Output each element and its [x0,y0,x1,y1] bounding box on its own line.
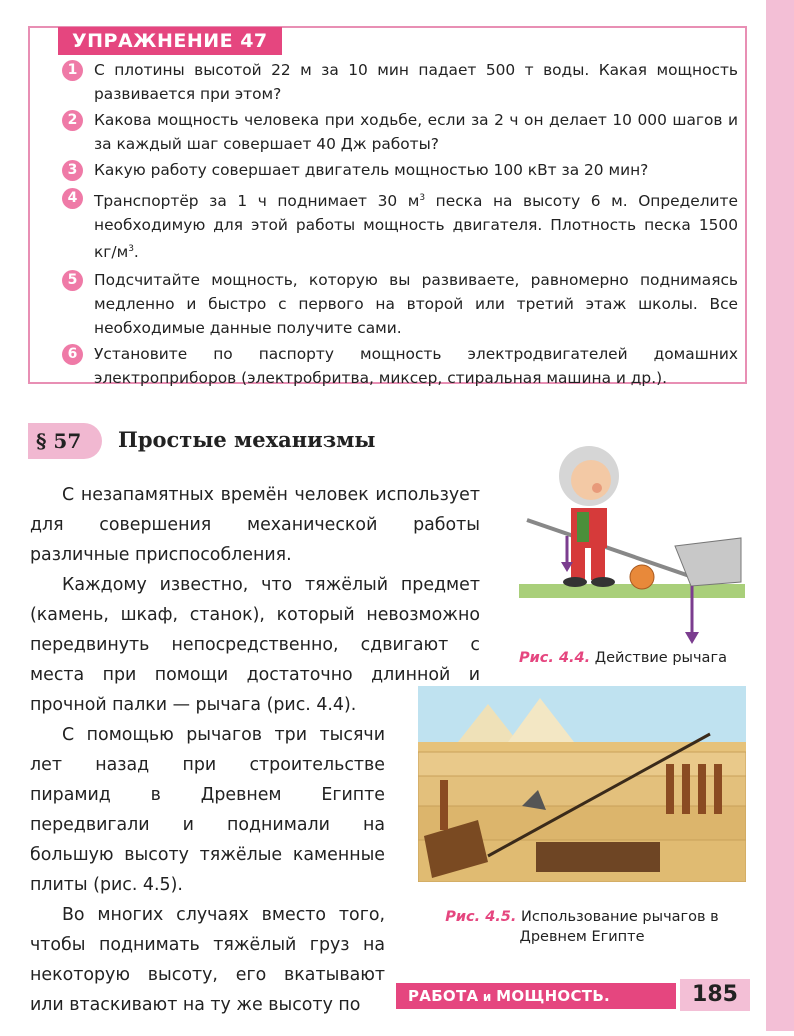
exercise-text: Установите по паспорту мощность электродвигателей домашних электроприборов (электробритва, миксер, стиральная машина и др.). [94,345,738,388]
exercise-number-badge: 1 [62,60,83,81]
exercise-number-badge: 2 [62,110,83,131]
exercise-item [62,268,738,340]
paragraph: Каждому известно, что тяжёлый предмет (камень, шкаф, станок), который невозможно передвинуть непосредственно, сдвигают с места при помощи достаточно длинной и прочной палки — рычага (рис. 4.4). [30,575,480,715]
paragraph: Во многих случаях вместо того, чтобы поднимать тяжёлый груз на некоторую высоту, его вкатывают или втаскивают на ту же высоту по [30,905,385,1015]
exercise-item [62,342,738,390]
character-nose [592,483,602,493]
paragraph: С незапамятных времён человек использует для совершения механической работы различные приспособления. [30,485,480,565]
exercise-list [62,58,738,392]
character-face [571,460,611,500]
figure-caption: Рис. 4.4. Действие рычага [519,650,727,666]
stone-row [418,752,746,776]
character-shoe [563,577,587,587]
exercise-item [62,186,738,264]
worker [666,764,674,814]
character-shoe [591,577,615,587]
exercise-number-badge: 6 [62,344,83,365]
worker [682,764,690,814]
exercise-title: УПРАЖНЕНИЕ 47 [58,27,282,55]
exercise-text: Транспортёр за 1 ч поднимает 30 $м^3$ песка на высоту 6 м. Определите необходимую для этой работы мощность двигателя. Плотность песка 1500 $кг/м^3$. [94,192,738,262]
exercise-item [62,58,738,106]
force-arrow-head [685,632,699,644]
exercise-number-badge: 5 [62,270,83,291]
exercise-text: С плотины высотой 22 м за 10 мин падает 500 т воды. Какая мощность развивается при этом? [94,61,738,103]
section-title: Простые механизмы [118,427,376,452]
chapter-footer: РАБОТА и МОЩНОСТЬ. ЭНЕРГИЯ [396,983,676,1009]
lever-illustration [519,436,745,646]
exercise-number-badge: 4 [62,188,83,209]
section-number: § 57 [28,423,102,459]
egypt-illustration [418,686,746,882]
body-text [30,480,480,1020]
character-leg [591,548,605,580]
page-number: 185 [680,979,750,1011]
figure-caption: Рис. 4.5. Использование рычагов в Древнем Египте [445,909,719,945]
exercise-text: Какова мощность человека при ходьбе, если за 2 ч он делает 10 000 шагов и за каждый шаг совершает 40 Дж работы? [94,111,738,153]
character-leg [571,548,585,580]
exercise-number-badge: 3 [62,160,83,181]
stone-row [418,776,746,806]
heavy-stone [675,538,741,586]
exercise-item [62,108,738,156]
exercise-text: Какую работу совершает двигатель мощностью 100 кВт за 20 мин? [94,161,649,179]
worker [698,764,706,814]
stone-block [536,842,660,872]
ground [519,584,745,598]
overseer [440,780,448,830]
fulcrum-stone [630,565,654,589]
character-vest [577,512,589,542]
exercise-text: Подсчитайте мощность, которую вы развиваете, равномерно поднимаясь медленно и быстро с первого на второй или третий этаж школы. Все необходимые данные получите сами. [94,271,738,338]
page-edge-stripe [766,0,794,1031]
paragraph: С помощью рычагов три тысячи лет назад при строительстве пирамид в Древнем Египте передвигали и поднимали на большую высоту тяжёлые каменные плиты (рис. 4.5). [30,725,385,895]
exercise-item [62,158,738,182]
worker [714,764,722,814]
